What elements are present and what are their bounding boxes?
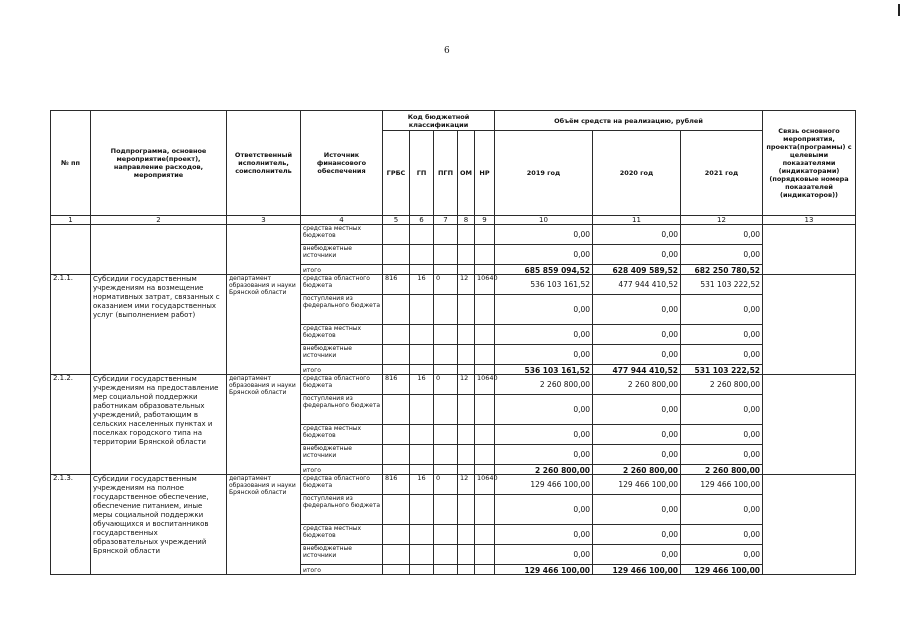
value-2020: 0,00 [593, 495, 681, 525]
code-gp: 16 [410, 375, 434, 395]
value-2020: 0,00 [593, 225, 681, 245]
code-om: 12 [458, 375, 475, 395]
column-number: 7 [434, 216, 458, 225]
header-grbs: ГРБС [383, 131, 410, 216]
value-2021: 0,00 [681, 225, 763, 245]
value-2021: 0,00 [681, 495, 763, 525]
code-nr: 10640 [475, 375, 495, 395]
total-2019: 536 103 161,52 [495, 365, 593, 375]
value-2020: 0,00 [593, 295, 681, 325]
value-2020: 0,00 [593, 525, 681, 545]
total-2020: 2 260 800,00 [593, 465, 681, 475]
code-grbs: 816 [383, 375, 410, 395]
total-2019: 129 466 100,00 [495, 565, 593, 575]
header-gp: ГП [410, 131, 434, 216]
source-local: средства местных бюджетов [301, 525, 383, 545]
header-2020: 2020 год [593, 131, 681, 216]
source-extra: внебюджетные источники [301, 545, 383, 565]
column-number: 8 [458, 216, 475, 225]
value-2021: 0,00 [681, 525, 763, 545]
source-local: средства местных бюджетов [301, 225, 383, 245]
value-2020: 477 944 410,52 [593, 275, 681, 295]
code-nr: 10640 [475, 475, 495, 495]
value-2019: 536 103 161,52 [495, 275, 593, 295]
code-om: 12 [458, 475, 475, 495]
value-2019: 2 260 800,00 [495, 375, 593, 395]
header-2019: 2019 год [495, 131, 593, 216]
name-cell-empty [91, 225, 227, 275]
num-cell-empty [51, 225, 91, 275]
value-2020: 2 260 800,00 [593, 375, 681, 395]
code-gp: 16 [410, 475, 434, 495]
header-om: ОМ [458, 131, 475, 216]
item-number: 2.1.3. [51, 475, 91, 575]
value-2021: 0,00 [681, 345, 763, 365]
value-2019: 0,00 [495, 545, 593, 565]
source-federal: поступления из федерального бюджета [301, 295, 383, 325]
source-regional: средства областного бюджета [301, 375, 383, 395]
header-volume-group: Объём средств на реализацию, рублей [495, 111, 763, 131]
value-2021: 0,00 [681, 445, 763, 465]
column-number: 5 [383, 216, 410, 225]
source-federal: поступления из федерального бюджета [301, 495, 383, 525]
table-row [51, 275, 856, 295]
value-2020: 0,00 [593, 395, 681, 425]
table-row [51, 225, 856, 245]
value-2019: 0,00 [495, 525, 593, 545]
value-2019: 0,00 [495, 345, 593, 365]
header-budget-code-group: Код бюджетной классификации [383, 111, 495, 131]
code-grbs: 816 [383, 475, 410, 495]
value-2020: 0,00 [593, 545, 681, 565]
value-2019: 0,00 [495, 495, 593, 525]
value-2020: 0,00 [593, 325, 681, 345]
value-2020: 0,00 [593, 245, 681, 265]
header-responsible: Ответственный исполнитель, соисполнитель [227, 111, 301, 216]
source-total: итого [301, 265, 383, 275]
value-2021: 0,00 [681, 245, 763, 265]
column-number-row [51, 216, 856, 225]
column-number: 3 [227, 216, 301, 225]
item-name: Субсидии государственным учреждениям на возмещение нормативных затрат, связанных с оказанием ими государственных услуг (выполнением работ) [91, 275, 227, 375]
item-responsible: департамент образования и науки Брянской области [227, 275, 301, 375]
header-link: Связь основного мероприятия, проекта(программы) с целевыми показателями (индикаторами) (порядковые номера показателей (индикаторов)) [763, 111, 856, 216]
table-row [51, 475, 856, 495]
code-pgp: 0 [434, 275, 458, 295]
source-total: итого [301, 565, 383, 575]
source-local: средства местных бюджетов [301, 425, 383, 445]
value-2020: 0,00 [593, 345, 681, 365]
header-num: № пп [51, 111, 91, 216]
link-cell [763, 375, 856, 475]
value-2020: 0,00 [593, 445, 681, 465]
scan-edge-mark [898, 4, 900, 16]
value-2019: 0,00 [495, 225, 593, 245]
column-number: 13 [763, 216, 856, 225]
code-gp: 16 [410, 275, 434, 295]
value-2021: 0,00 [681, 395, 763, 425]
column-number: 11 [593, 216, 681, 225]
source-regional: средства областного бюджета [301, 475, 383, 495]
source-extra: внебюджетные источники [301, 345, 383, 365]
table-row [51, 375, 856, 395]
value-2019: 0,00 [495, 445, 593, 465]
column-number: 2 [91, 216, 227, 225]
item-responsible: департамент образования и науки Брянской области [227, 375, 301, 475]
value-2020: 0,00 [593, 425, 681, 445]
total-2019: 2 260 800,00 [495, 465, 593, 475]
column-number: 6 [410, 216, 434, 225]
item-name: Субсидии государственным учреждениям на полное государственное обеспечение, обеспечение питанием, иные меры социальной поддержки обучающихся и воспитанников государственных образовательных учреждений Брянской области [91, 475, 227, 575]
link-cell [763, 275, 856, 375]
source-extra: внебюджетные источники [301, 245, 383, 265]
column-number: 12 [681, 216, 763, 225]
total-2021: 531 103 222,52 [681, 365, 763, 375]
link-cell [763, 225, 856, 275]
value-2021: 0,00 [681, 545, 763, 565]
header-name: Подпрограмма, основное мероприятие(проект), направление расходов, мероприятие [91, 111, 227, 216]
header-pgp: ПГП [434, 131, 458, 216]
total-2021: 682 250 780,52 [681, 265, 763, 275]
link-cell [763, 475, 856, 575]
column-number: 1 [51, 216, 91, 225]
value-2021: 0,00 [681, 295, 763, 325]
source-federal: поступления из федерального бюджета [301, 395, 383, 425]
source-regional: средства областного бюджета [301, 275, 383, 295]
item-responsible: департамент образования и науки Брянской области [227, 475, 301, 575]
total-2020: 628 409 589,52 [593, 265, 681, 275]
value-2021: 0,00 [681, 425, 763, 445]
source-local: средства местных бюджетов [301, 325, 383, 345]
source-total: итого [301, 465, 383, 475]
value-2019: 0,00 [495, 425, 593, 445]
value-2020: 129 466 100,00 [593, 475, 681, 495]
code-pgp: 0 [434, 375, 458, 395]
value-2021: 129 466 100,00 [681, 475, 763, 495]
code-om: 12 [458, 275, 475, 295]
header-2021: 2021 год [681, 131, 763, 216]
value-2019: 129 466 100,00 [495, 475, 593, 495]
value-2019: 0,00 [495, 245, 593, 265]
column-number: 10 [495, 216, 593, 225]
total-2021: 2 260 800,00 [681, 465, 763, 475]
column-number: 9 [475, 216, 495, 225]
value-2021: 531 103 222,52 [681, 275, 763, 295]
budget-table [50, 110, 856, 575]
total-2021: 129 466 100,00 [681, 565, 763, 575]
value-2021: 0,00 [681, 325, 763, 345]
value-2021: 2 260 800,00 [681, 375, 763, 395]
table-body [51, 225, 856, 575]
item-number: 2.1.2. [51, 375, 91, 475]
column-number: 4 [301, 216, 383, 225]
code-nr: 10640 [475, 275, 495, 295]
code-pgp: 0 [434, 475, 458, 495]
page-number: 6 [444, 46, 450, 56]
source-extra: внебюджетные источники [301, 445, 383, 465]
total-2020: 477 944 410,52 [593, 365, 681, 375]
responsible-cell-empty [227, 225, 301, 275]
header-nr: НР [475, 131, 495, 216]
value-2019: 0,00 [495, 325, 593, 345]
value-2019: 0,00 [495, 395, 593, 425]
value-2019: 0,00 [495, 295, 593, 325]
total-2019: 685 859 094,52 [495, 265, 593, 275]
code-grbs: 816 [383, 275, 410, 295]
item-number: 2.1.1. [51, 275, 91, 375]
header-source: Источник финансового обеспечения [301, 111, 383, 216]
source-total: итого [301, 365, 383, 375]
item-name: Субсидии государственным учреждениям на предоставление мер социальной поддержки работникам образовательных учреждений, работающим в сельских населенных пунктах и поселках городского типа на территории Брянской области [91, 375, 227, 475]
total-2020: 129 466 100,00 [593, 565, 681, 575]
